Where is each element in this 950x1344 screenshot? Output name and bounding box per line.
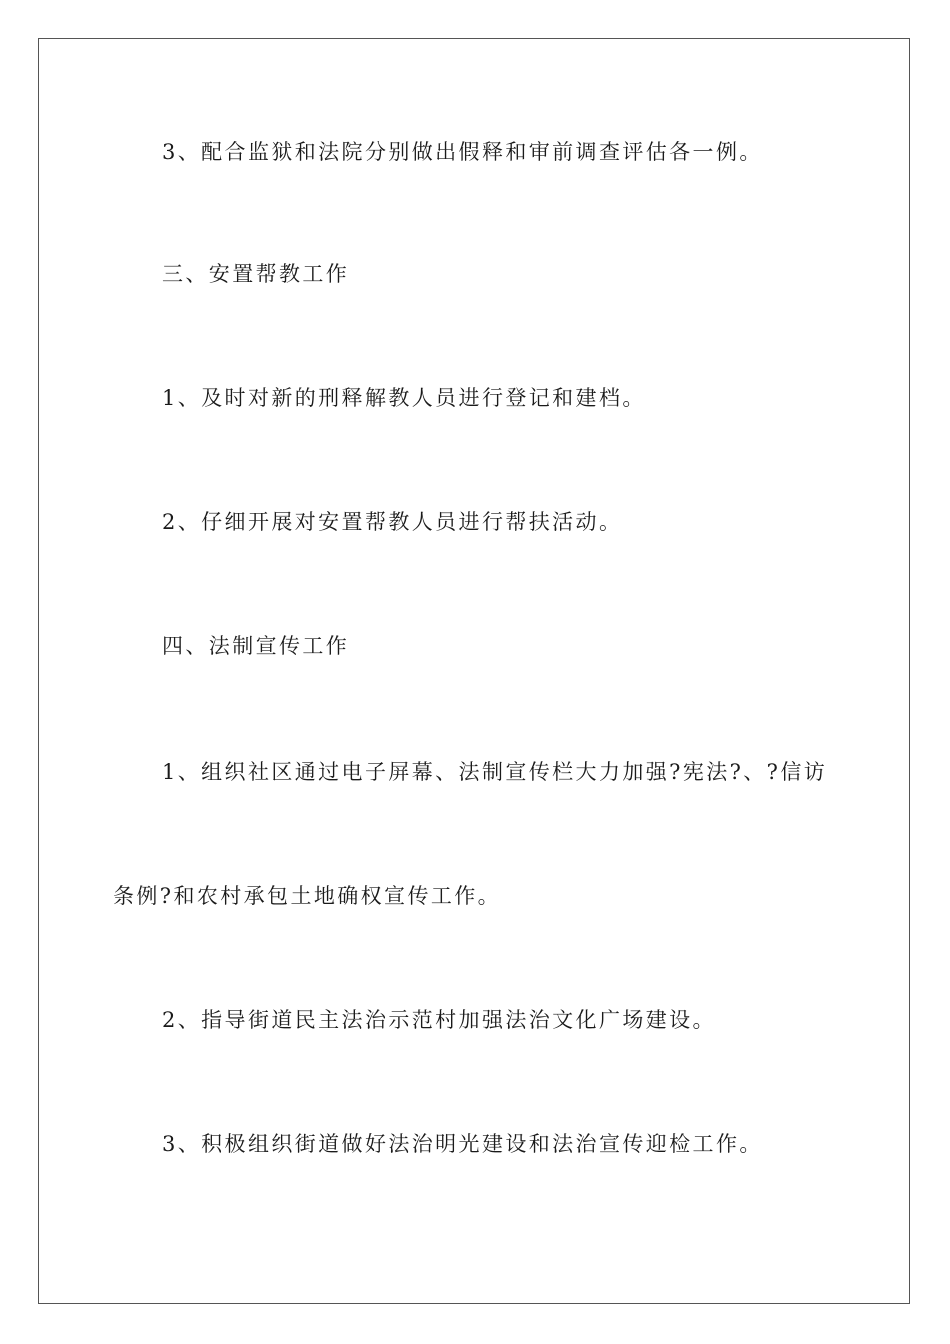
paragraph-item-3-inspection: 3、积极组织街道做好法治明光建设和法治宣传迎检工作。 — [162, 1132, 763, 1156]
paragraph-item-1-publicity-line1: 1、组织社区通过电子屏幕、法制宣传栏大力加强?宪法?、?信访 — [162, 760, 828, 784]
paragraph-item-3-assessment: 3、配合监狱和法院分别做出假释和审前调查评估各一例。 — [162, 140, 763, 164]
page-border — [38, 38, 910, 1304]
section-heading-resettlement: 三、安置帮教工作 — [162, 262, 350, 286]
section-heading-legal-publicity: 四、法制宣传工作 — [162, 634, 350, 658]
paragraph-item-1-registration: 1、及时对新的刑释解教人员进行登记和建档。 — [162, 386, 646, 410]
paragraph-item-2-culture-square: 2、指导街道民主法治示范村加强法治文化广场建设。 — [162, 1008, 716, 1032]
paragraph-item-2-assistance: 2、仔细开展对安置帮教人员进行帮扶活动。 — [162, 510, 623, 534]
paragraph-item-1-publicity-line2: 条例?和农村承包土地确权宣传工作。 — [113, 884, 502, 908]
